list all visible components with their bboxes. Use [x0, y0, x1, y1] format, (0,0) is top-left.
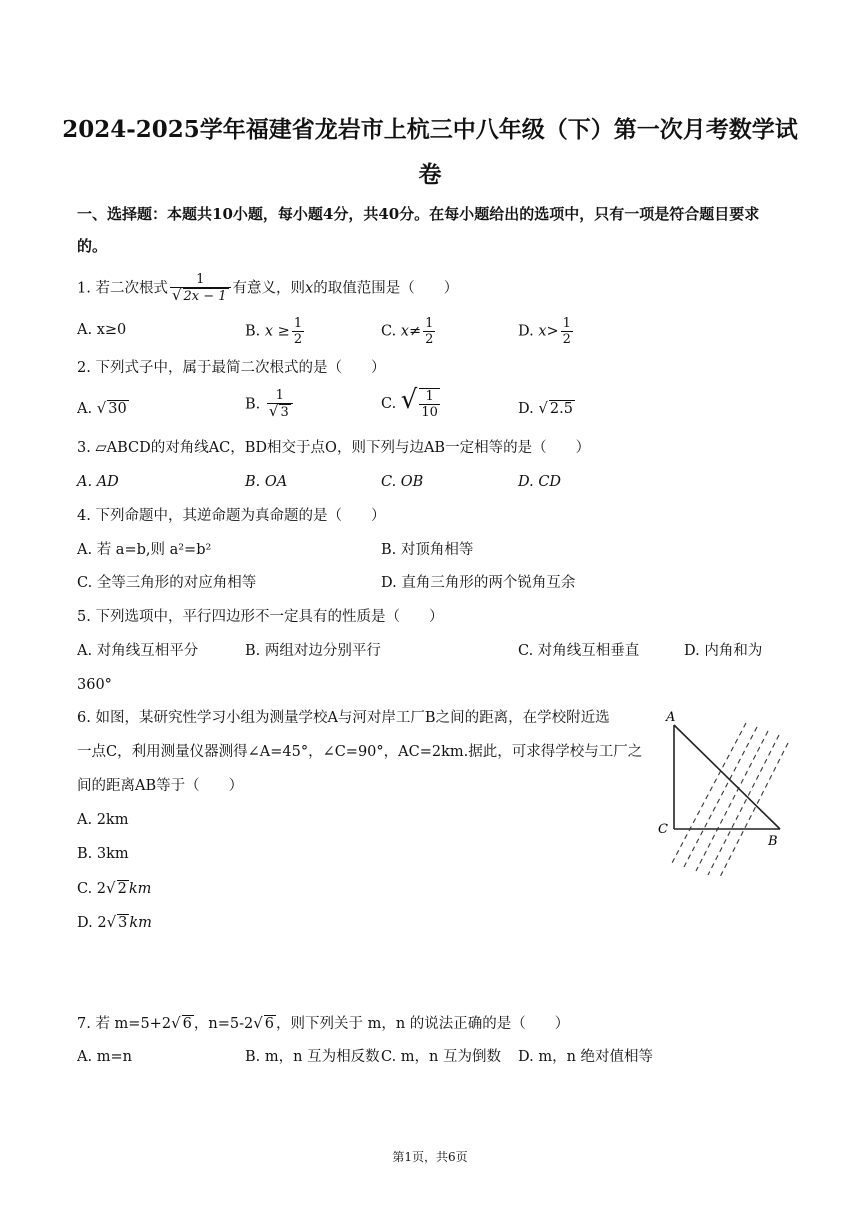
q6-option-d: D. 2√ 3 km	[77, 913, 152, 931]
label-a: A	[666, 710, 676, 725]
q1-post: 有意义，则	[232, 280, 306, 297]
section-heading-line1: 一、选择题：本题共10小题，每小题4分，共40分。在每小题给出的选项中，只有一项是符合题目要求	[77, 205, 760, 223]
q1-option-b: B. x ≥ $\frac{1}{2}$	[245, 316, 303, 347]
q2-option-c: C. √ $\frac{1}{10}$	[381, 385, 438, 420]
q3-option-b: B. OA	[245, 474, 288, 490]
q7-option-d: D. m，n 绝对值相等	[518, 1049, 654, 1065]
q1-fraction: $\frac{1}{√ 2x - 1}$	[170, 272, 231, 305]
q1-option-d: D. x> $\frac{1}{2}$	[518, 316, 571, 347]
q5-option-c: C. 对角线互相垂直	[518, 643, 640, 659]
q6-option-c: C. 2√ 2 km	[77, 879, 152, 897]
q3-option-c: C. OB	[381, 474, 424, 490]
segment-ab	[674, 725, 780, 829]
question-6-line2: 一点C，利用测量仪器测得∠A=45°，∠C=90°，AC=2km.据此，可求得学校与工厂之	[77, 744, 643, 760]
q5-option-d: D. 内角和为	[684, 643, 763, 659]
label-c: C	[658, 822, 668, 837]
q6-option-b: B. 3km	[77, 846, 129, 862]
q1-option-a: A. x≥0	[77, 322, 127, 338]
q5-option-d-continued: 360°	[77, 677, 112, 693]
q1-post2: 的取值范围是（ ）	[313, 280, 459, 297]
question-1	[77, 272, 458, 305]
q3-option-d: D. CD	[518, 474, 562, 490]
q4-option-a: A. 若 a=b,则 a²=b²	[77, 542, 212, 558]
page-footer: 第1页，共6页	[392, 1150, 468, 1164]
q1-option-c: C. x≠ $\frac{1}{2}$	[381, 316, 434, 347]
q4-option-b: B. 对顶角相等	[381, 542, 474, 558]
question-7: 7. 若 m=5+2√ 6 ，n=5-2√ 6 ，则下列关于 m，n 的说法正确的是（ ）	[77, 1014, 570, 1032]
q1-var: x	[305, 280, 314, 297]
section-heading-line2: 的。	[77, 237, 108, 255]
q2-option-b: B. $\frac{1}{√ 3}$	[245, 388, 295, 421]
q4-option-d: D. 直角三角形的两个锐角互余	[381, 575, 576, 591]
river-dashed-lines	[672, 723, 788, 877]
question-3: 3. ▱ABCD的对角线AC，BD相交于点O，则下列与边AB一定相等的是（ ）	[77, 440, 591, 456]
q6-geometry-figure	[650, 705, 790, 880]
exam-title-line2: 卷	[418, 161, 442, 188]
question-6-line1: 6. 如图，某研究性学习小组为测量学校A与河对岸工厂B之间的距离，在学校附近选	[77, 710, 610, 726]
question-4: 4. 下列命题中，其逆命题为真命题的是（ ）	[77, 508, 386, 524]
q7-option-b: B. m，n 互为相反数	[245, 1049, 380, 1065]
q2-option-a: A. √ 30	[77, 399, 127, 417]
q3-option-a: A. AD	[77, 474, 119, 490]
q2-option-d: D. √ 2.5	[518, 399, 573, 417]
question-2: 2. 下列式子中，属于最简二次根式的是（ ）	[77, 360, 386, 376]
question-6-line3: 间的距离AB等于（ ）	[77, 778, 244, 794]
label-b: B	[768, 834, 778, 849]
q7-option-c: C. m，n 互为倒数	[381, 1049, 501, 1065]
q5-option-b: B. 两组对边分别平行	[245, 643, 381, 659]
q7-option-a: A. m=n	[77, 1049, 132, 1065]
q5-option-a: A. 对角线互相平分	[77, 643, 199, 659]
q1-pre: 1. 若二次根式	[77, 280, 168, 297]
question-5: 5. 下列选项中，平行四边形不一定具有的性质是（ ）	[77, 609, 444, 625]
exam-title-line1: 2024-2025学年福建省龙岩市上杭三中八年级（下）第一次月考数学试	[62, 116, 798, 143]
q6-option-a: A. 2km	[77, 812, 129, 828]
q4-option-c: C. 全等三角形的对应角相等	[77, 575, 257, 591]
